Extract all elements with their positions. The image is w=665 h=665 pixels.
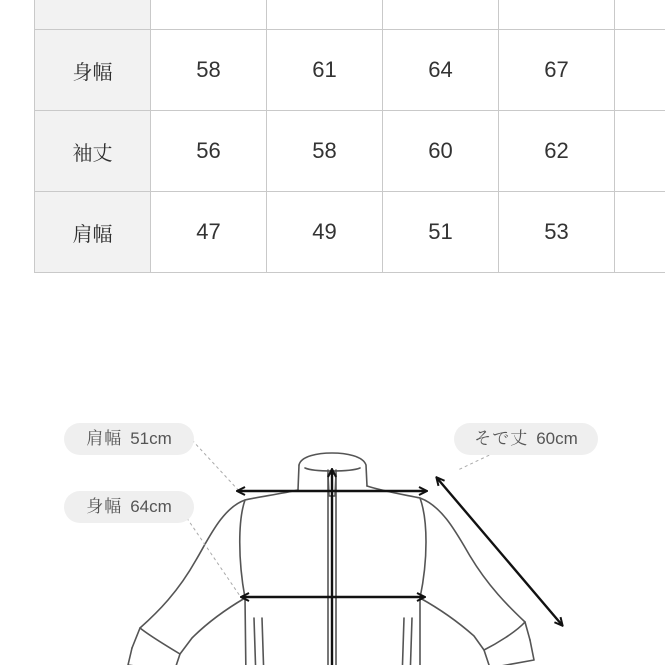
shoulder-width-pill — [64, 423, 194, 455]
sleeve-length-label: そで丈 — [474, 429, 529, 449]
shoulder-leader-line — [192, 440, 240, 492]
jacket-left-sleeve-inner — [180, 598, 245, 654]
jacket-left-side — [240, 490, 298, 665]
table-cell: 62 — [499, 111, 615, 192]
shoulder-width-value: 51cm — [130, 429, 172, 448]
jacket-left-pocket — [254, 618, 264, 665]
sleeve-measurement-arrow-icon — [437, 478, 562, 625]
table-cell: 49 — [267, 192, 383, 273]
row-label-sleeve-length: 袖丈 — [35, 111, 151, 192]
jacket-left-cuff — [128, 628, 180, 665]
sleeve-length-pill — [454, 423, 598, 455]
chest-width-value: 64cm — [130, 497, 172, 516]
table-cell: 56 — [151, 111, 267, 192]
chest-width-label: 身幅 — [86, 497, 123, 517]
table-cell: 64 — [383, 30, 499, 111]
jacket-right-sleeve-inner — [420, 598, 484, 650]
table-cell: 51 — [383, 192, 499, 273]
table-cell: 60 — [383, 111, 499, 192]
shoulder-width-label: 肩幅 — [86, 429, 123, 449]
jacket-right-pocket — [402, 618, 412, 665]
jacket-collar-left — [298, 465, 299, 490]
sleeve-length-value: 60cm — [536, 429, 578, 448]
table-cell: 58 — [151, 30, 267, 111]
jacket-right-side — [367, 486, 426, 665]
table-cell: 61 — [267, 30, 383, 111]
table-cell: 58 — [267, 111, 383, 192]
row-label-chest-width: 身幅 — [35, 30, 151, 111]
table-cell: 47 — [151, 192, 267, 273]
table-cell: 67 — [499, 30, 615, 111]
chest-leader-line — [180, 508, 240, 596]
row-label-shoulder-width: 肩幅 — [35, 192, 151, 273]
chest-width-pill — [64, 491, 194, 523]
table-cell: 53 — [499, 192, 615, 273]
